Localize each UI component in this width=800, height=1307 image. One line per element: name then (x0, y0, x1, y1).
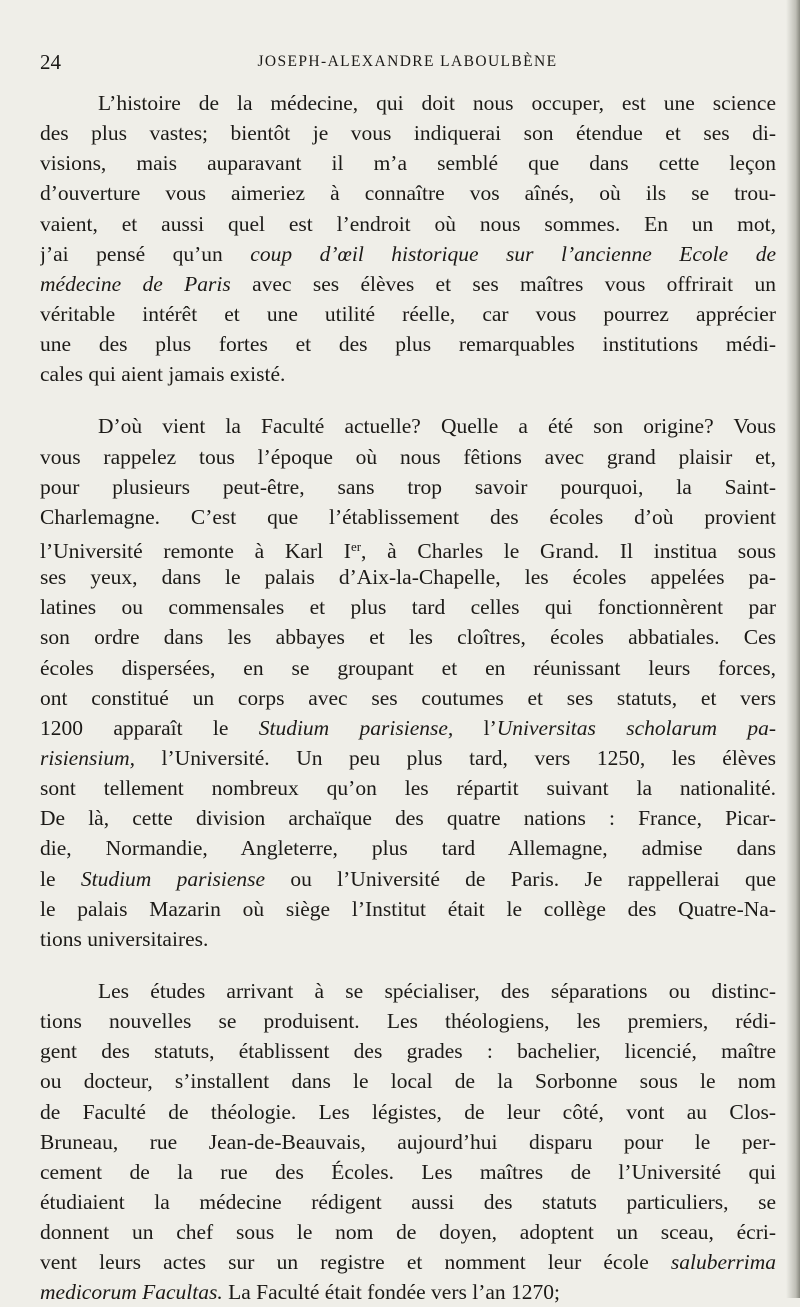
text-line: L’histoire de la médecine, qui doit nous occuper, est une science (98, 91, 776, 115)
text-line: Bruneau, rue Jean-de-Beauvais, aujourd’hui disparu pour le per- (40, 1129, 776, 1154)
text-run: j’ai pensé qu’un (40, 241, 251, 266)
text-line: sont tellement nombreux qu’on les répartit suivant la nationalité. (40, 776, 776, 801)
paragraph-gap (40, 954, 776, 976)
text-line: le palais Mazarin où siège l’Institut était le collège des Quatre-Na- (40, 896, 776, 921)
paragraph (40, 411, 776, 954)
italic-run: médecine de Paris (40, 271, 231, 296)
superscript: er (350, 538, 362, 554)
text-line: d’ouverture vous aimeriez à connaître vos aînés, où ils se trou- (40, 181, 776, 206)
text-line: pour plusieurs peut-être, sans trop savoir pourquoi, la Saint- (40, 474, 776, 499)
italic-run: risiensium, (40, 745, 135, 770)
text-line (40, 532, 776, 562)
page-edge-shadow (786, 0, 800, 1298)
page-header (40, 50, 775, 78)
text-line: véritable intérêt et une utilité réelle, car vous pourrez apprécier (40, 301, 776, 326)
text-line: vaient, et aussi quel est l’endroit où nous sommes. En un mot, (40, 211, 776, 236)
text-run: le (40, 866, 81, 891)
text-line: ont constitué un corps avec ses coutumes et ses statuts, et vers (40, 685, 776, 710)
text-line: vous rappelez tous l’époque où nous fêtions avec grand plaisir et, (40, 444, 776, 469)
text-line: ses yeux, dans le palais d’Aix-la-Chapelle, les écoles appelées pa- (40, 565, 776, 590)
italic-run: Studium parisiense (80, 866, 266, 891)
italic-run: medicorum Facultas. (40, 1280, 223, 1305)
text-run: 1200 apparaît le (40, 715, 259, 740)
text-line: étudiaient la médecine rédigent aussi des statuts particuliers, se (40, 1189, 776, 1214)
page-number: 24 (40, 50, 61, 74)
running-head: JOSEPH-ALEXANDRE LABOULBÈNE (257, 53, 558, 70)
text-line: cement de la rue des Écoles. Les maîtres de l’Université qui (40, 1159, 776, 1184)
text-line (40, 269, 776, 299)
text-line: tions universitaires. (40, 926, 209, 951)
text-line (40, 239, 776, 269)
text-line (40, 743, 776, 773)
text-line: Charlemagne. C’est que l’établissement des écoles d’où provient (40, 504, 776, 529)
text-line: des plus vastes; bientôt je vous indiquerai son étendue et ses di- (40, 121, 776, 146)
text-run: l’Université remonte à Karl I (40, 538, 351, 563)
body-text (40, 88, 776, 1307)
text-line: cales qui aient jamais existé. (40, 362, 286, 387)
text-line (40, 713, 776, 743)
text-line: Les études arrivant à se spécialiser, des séparations ou distinc- (98, 978, 776, 1003)
text-line: une des plus fortes et des plus remarquables institutions médi- (40, 332, 776, 357)
text-run: l’ (453, 715, 497, 740)
paragraph (40, 976, 776, 1307)
paragraph-gap (40, 389, 776, 411)
paragraph (40, 88, 776, 389)
text-line: tions nouvelles se produisent. Les théologiens, les premiers, rédi- (40, 1009, 776, 1034)
text-line: son ordre dans les abbayes et les cloîtres, écoles abbatiales. Ces (40, 625, 776, 650)
italic-run: Studium parisiense, (258, 715, 454, 740)
text-line: écoles dispersées, en se groupant et en réunissant leurs forces, (40, 655, 776, 680)
text-line: De là, cette division archaïque des quatre nations : France, Picar- (40, 806, 776, 831)
text-line (40, 1277, 776, 1307)
text-line (40, 1247, 776, 1277)
italic-run: saluberrima (670, 1250, 776, 1275)
text-line: donnent un chef sous le nom de doyen, adoptent un sceau, écri- (40, 1220, 776, 1245)
text-run: , à Charles le Grand. Il institua sous (361, 538, 776, 563)
text-run: l’Université. Un peu plus tard, vers 1250, les élèves (134, 745, 776, 770)
text-line: gent des statuts, établissent des grades : bachelier, licencié, maître (40, 1039, 776, 1064)
text-run: avec ses élèves et ses maîtres vous offrirait un (230, 271, 776, 296)
text-line (40, 864, 776, 894)
italic-run: Universitas scholarum pa- (496, 715, 776, 740)
text-line: visions, mais auparavant il m’a semblé que dans cette leçon (40, 151, 776, 176)
text-line: latines ou commensales et plus tard celles qui fonctionnèrent par (40, 595, 776, 620)
text-run: La Faculté était fondée vers l’an 1270; (222, 1280, 561, 1305)
text-run: ou l’Université de Paris. Je rappellerai que (265, 866, 776, 891)
text-line: ou docteur, s’installent dans le local de la Sorbonne sous le nom (40, 1069, 776, 1094)
text-line: D’où vient la Faculté actuelle? Quelle a été son origine? Vous (98, 414, 776, 439)
text-line: die, Normandie, Angleterre, plus tard Allemagne, admise dans (40, 836, 776, 861)
text-line: de Faculté de théologie. Les légistes, de leur côté, vont au Clos- (40, 1099, 776, 1124)
text-run: vent leurs actes sur un registre et nomment leur école (40, 1250, 671, 1275)
italic-run: coup d’œil historique sur l’ancienne Ecole de (250, 241, 776, 266)
